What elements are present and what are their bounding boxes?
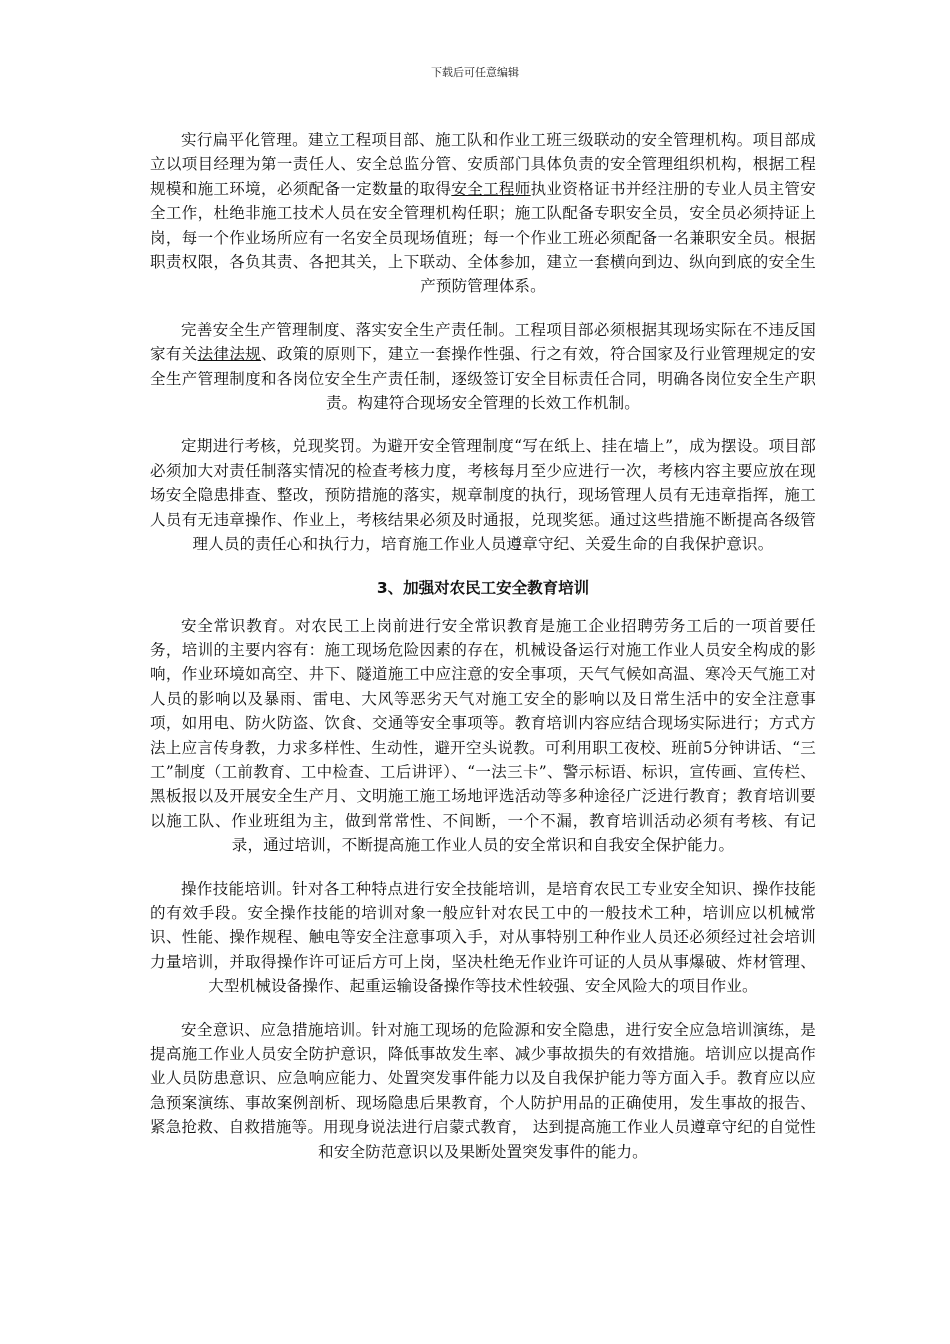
paragraph-text: 实行扁平化管理。建立工程项目部、施工队和作业工班三级联动的安全管理机构。项目部成立以项目经理为第一责任人、安全总监分管、安质部门具体负责的安全管理组织机构，根据工程规模和施工环境，必须配备一定数量的取得	[150, 131, 816, 198]
paragraph-flat-management	[150, 128, 816, 299]
paragraph-text: 完善安全生产管理制度、落实安全生产责任制。工程项目部必须根据其现场实际在不违反国家有关	[150, 320, 816, 364]
document-body	[150, 128, 816, 1183]
paragraph-emergency-training: 安全意识、应急措施培训。针对施工现场的危险源和安全隐患，进行安全应急培训演练，是提高施工作业人员安全防护意识，降低事故发生率、减少事故损失的有效措施。培训应以提高作业人员防患意识、应急响应能力、处置突发事件能力以及自我保护能力等方面入手。教育应以应急预案演练、事故案例剖析、现场隐患后果教育，个人防护用品的正确使用，发生事故的报告、紧急抢救、自救措施等。用现身说法进行启蒙式教育， 达到提高施工作业人员遵章守纪的自觉性和安全防范意识以及果断处置突发事件的能力。	[150, 1020, 816, 1161]
section-heading: 3、加强对农民工安全教育培训	[376, 578, 590, 597]
paragraph-safety-education: 安全常识教育。对农民工上岗前进行安全常识教育是施工企业招聘劳务工后的一项首要任务，培训的主要内容有：施工现场危险因素的存在，机械设备运行对施工作业人员安全构成的影响，作业环境如高空、井下、隧道施工中应注意的安全事项，天气气候如高温、寒冷天气施工对人员的影响以及暴雨、雷电、大风等恶劣天气对施工安全的影响以及日常生活中的安全注意事项，如用电、防火防盗、饮食、交通等安全事项等。教育培训内容应结合现场实际进行；方式方法上应言传身教，力求多样性、生动性，避开空头说教。可利用职工夜校、班前5分钟讲话、“三工”制度（工前教育、工中检查、工后讲评）、“一法三卡”、警示标语、标识，宣传画、宣传栏、黑板报以及开展安全生产月、文明施工施工场地评选活动等多种途径广泛进行教育；教育培训要以施工队、作业班组为主，做到常常性、不间断，一个不漏，教育培训活动必须有考核、有记录，通过培训，不断提高施工作业人员的安全常识和自我安全保护能力。	[150, 616, 816, 855]
paragraph-text: 、政策的原则下，建立一套操作性强、行之有效，符合国家及行业管理规定的安全生产管理制度和各岗位安全生产责任制，逐级签订安全目标责任合同，明确各岗位安全生产职责。构建符合现场安全管理的长效工作机制。	[150, 345, 816, 413]
paragraph-safety-system	[150, 318, 816, 416]
paragraph-text: 执业资格证书并经注册的专业人员主管安全工作，杜绝非施工技术人员在安全管理机构任职；施工队配备专职安全员，安全员必须持证上岗，每一个作业场所应有一名安全员现场值班；每一个作业工班必须配备一名兼职安全员。根据职责权限，各负其责、各把其关，上下联动、全体参加，建立一套横向到边、纵向到底的安全生产预防管理体系。	[150, 179, 816, 296]
page-header: 下载后可任意编辑	[431, 66, 519, 79]
paragraph-assessment: 定期进行考核，兑现奖罚。为避开安全管理制度“写在纸上、挂在墙上”，成为摆设。项目部必须加大对责任制落实情况的检查考核力度，考核每月至少应进行一次，考核内容主要应放在现场安全隐患排查、整改，预防措施的落实，规章制度的执行，现场管理人员有无违章指挥，施工人员有无违章操作、作业上，考核结果必须及时通报，兑现奖惩。通过这些措施不断提高各级管理人员的责任心和执行力，培育施工作业人员遵章守纪、关爱生命的自我保护意识。	[150, 437, 816, 554]
link-safety-engineer[interactable]: 安全工程师	[451, 179, 531, 198]
paragraph-skill-training: 操作技能培训。针对各工种特点进行安全技能培训，是培育农民工专业安全知识、操作技能的有效手段。安全操作技能的培训对象一般应针对农民工中的一般技术工种，培训应以机械常识、性能、操作规程、触电等安全注意事项入手，对从事特别工种作业人员还必须经过社会培训力量培训，并取得操作许可证后方可上岗，坚决杜绝无作业许可证的人员从事爆破、炸材管理、大型机械设备操作、起重运输设备操作等技术性较强、安全风险大的项目作业。	[150, 879, 816, 996]
link-laws-regulations[interactable]: 法律法规	[197, 345, 262, 364]
